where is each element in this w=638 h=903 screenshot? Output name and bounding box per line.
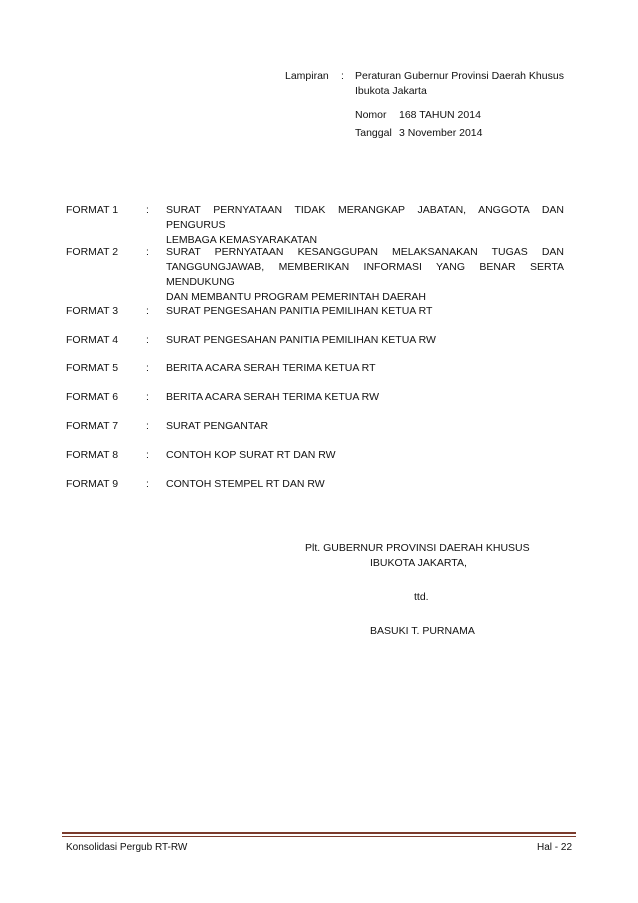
format-colon: : (146, 246, 149, 258)
tanggal-row (355, 126, 555, 141)
format-row-9 (66, 477, 564, 492)
tanggal-value: 3 November 2014 (399, 127, 483, 139)
format-description: SURAT PENGANTAR (166, 420, 269, 432)
lampiran-value-line1: Peraturan Gubernur Provinsi Daerah Khusus (355, 70, 564, 82)
format-row-6 (66, 390, 564, 405)
format-colon: : (146, 391, 149, 403)
format-description-line: LEMBAGA KEMASYARAKATAN (166, 234, 318, 246)
format-description: SURAT PENGESAHAN PANITIA PEMILIHAN KETUA RT (166, 305, 433, 317)
lampiran-label: Lampiran (285, 70, 329, 82)
format-name: FORMAT 8 (66, 449, 119, 461)
footer-document-title: Konsolidasi Pergub RT-RW (66, 842, 188, 853)
format-description (166, 203, 564, 248)
nomor-row (355, 108, 555, 123)
format-row-7 (66, 419, 564, 434)
format-description: BERITA ACARA SERAH TERIMA KETUA RT (166, 362, 376, 374)
format-colon: : (146, 204, 149, 216)
lampiran-block (285, 69, 585, 139)
format-row-8 (66, 448, 564, 463)
footer-rule-thick (62, 832, 576, 834)
format-description-line: TANGGUNGJAWAB, MEMBERIKAN INFORMASI YANG BENAR SERTA MENDUKUNG (166, 261, 564, 288)
format-name: FORMAT 2 (66, 246, 119, 258)
signer-name: BASUKI T. PURNAMA (370, 625, 475, 637)
lampiran-colon: : (341, 70, 344, 82)
footer-rule-thin (62, 836, 576, 837)
format-description-line: SURAT PERNYATAAN KESANGGUPAN MELAKSANAKAN TUGAS DAN (166, 246, 564, 258)
footer-page-number: Hal - 22 (536, 842, 572, 853)
format-row-4 (66, 333, 564, 348)
format-row-3 (66, 304, 564, 319)
format-colon: : (146, 334, 149, 346)
format-colon: : (146, 362, 149, 374)
format-row-1 (66, 203, 564, 248)
format-name: FORMAT 1 (66, 204, 119, 216)
format-name: FORMAT 4 (66, 334, 119, 346)
format-description (166, 245, 564, 305)
format-name: FORMAT 7 (66, 420, 119, 432)
format-name: FORMAT 6 (66, 391, 119, 403)
format-description-line: SURAT PERNYATAAN TIDAK MERANGKAP JABATAN, ANGGOTA DAN PENGURUS (166, 204, 564, 231)
format-name: FORMAT 3 (66, 305, 119, 317)
nomor-label: Nomor (355, 109, 387, 121)
format-description: CONTOH STEMPEL RT DAN RW (166, 478, 325, 490)
signature-title-line1: Plt. GUBERNUR PROVINSI DAERAH KHUSUS (305, 542, 530, 554)
format-description: SURAT PENGESAHAN PANITIA PEMILIHAN KETUA RW (166, 334, 436, 346)
format-description: CONTOH KOP SURAT RT DAN RW (166, 449, 336, 461)
lampiran-value-line2: Ibukota Jakarta (355, 85, 427, 97)
format-name: FORMAT 9 (66, 478, 119, 490)
tanggal-label: Tanggal (355, 127, 392, 139)
format-colon: : (146, 305, 149, 317)
format-row-2 (66, 245, 564, 305)
format-description-line: DAN MEMBANTU PROGRAM PEMERINTAH DAERAH (166, 291, 426, 303)
nomor-value: 168 TAHUN 2014 (399, 109, 481, 121)
format-colon: : (146, 478, 149, 490)
format-description: BERITA ACARA SERAH TERIMA KETUA RW (166, 391, 379, 403)
format-colon: : (146, 449, 149, 461)
signature-title-line2: IBUKOTA JAKARTA, (370, 557, 467, 569)
format-row-5 (66, 361, 564, 376)
format-name: FORMAT 5 (66, 362, 119, 374)
format-colon: : (146, 420, 149, 432)
signature-ttd: ttd. (414, 591, 429, 603)
